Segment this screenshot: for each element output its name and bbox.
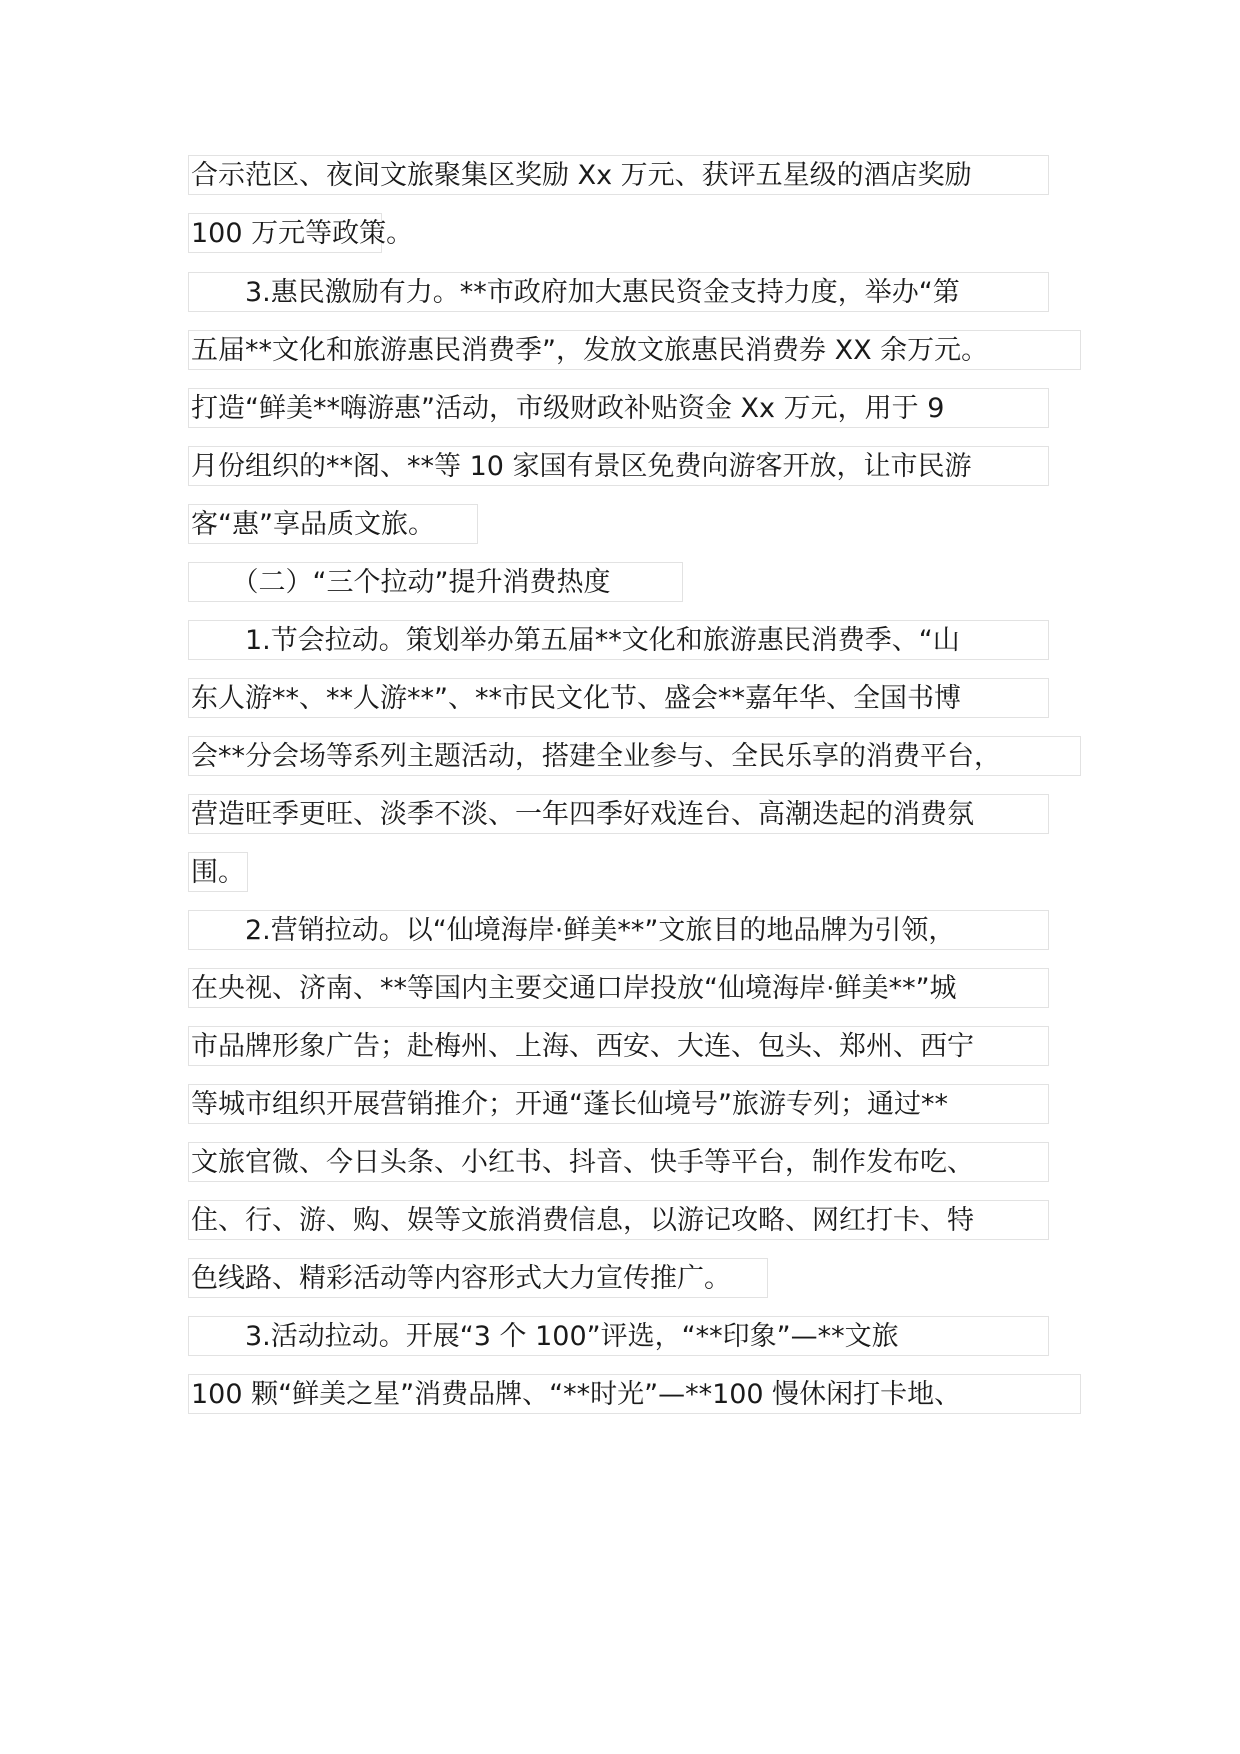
text-line: 3.活动拉动。开展“3 个 100”评选，“**印象”—**文旅 — [188, 1316, 1049, 1356]
text-line: 色线路、精彩活动等内容形式大力宣传推广。 — [188, 1258, 768, 1298]
text-line: 会**分会场等系列主题活动，搭建全业参与、全民乐享的消费平台， — [188, 736, 1081, 776]
text-line: 五届**文化和旅游惠民消费季”，发放文旅惠民消费券 XX 余万元。 — [188, 330, 1081, 370]
text-line: 住、行、游、购、娱等文旅消费信息，以游记攻略、网红打卡、特 — [188, 1200, 1049, 1240]
text-line: 市品牌形象广告；赴梅州、上海、西安、大连、包头、郑州、西宁 — [188, 1026, 1049, 1066]
text-line: 在央视、济南、**等国内主要交通口岸投放“仙境海岸·鲜美**”城 — [188, 968, 1049, 1008]
text-line: 文旅官微、今日头条、小红书、抖音、快手等平台，制作发布吃、 — [188, 1142, 1049, 1182]
text-line: 打造“鲜美**嗨游惠”活动，市级财政补贴资金 Xx 万元，用于 9 — [188, 388, 1049, 428]
text-line: 合示范区、夜间文旅聚集区奖励 Xx 万元、获评五星级的酒店奖励 — [188, 155, 1049, 195]
text-line: 100 万元等政策。 — [188, 213, 382, 253]
text-line: 等城市组织开展营销推介；开通“蓬长仙境号”旅游专列；通过** — [188, 1084, 1049, 1124]
text-line: 3.惠民激励有力。**市政府加大惠民资金支持力度，举办“第 — [188, 272, 1049, 312]
text-line: 100 颗“鲜美之星”消费品牌、“**时光”—**100 慢休闲打卡地、 — [188, 1374, 1081, 1414]
text-line: 营造旺季更旺、淡季不淡、一年四季好戏连台、高潮迭起的消费氛 — [188, 794, 1049, 834]
text-line: 客“惠”享品质文旅。 — [188, 504, 478, 544]
text-line: 月份组织的**阁、**等 10 家国有景区免费向游客开放，让市民游 — [188, 446, 1049, 486]
text-line: 1.节会拉动。策划举办第五届**文化和旅游惠民消费季、“山 — [188, 620, 1049, 660]
text-line: 东人游**、**人游**”、**市民文化节、盛会**嘉年华、全国书博 — [188, 678, 1049, 718]
text-line: 2.营销拉动。以“仙境海岸·鲜美**”文旅目的地品牌为引领， — [188, 910, 1049, 950]
section-heading: （二）“三个拉动”提升消费热度 — [188, 562, 683, 602]
text-line: 围。 — [188, 852, 248, 892]
